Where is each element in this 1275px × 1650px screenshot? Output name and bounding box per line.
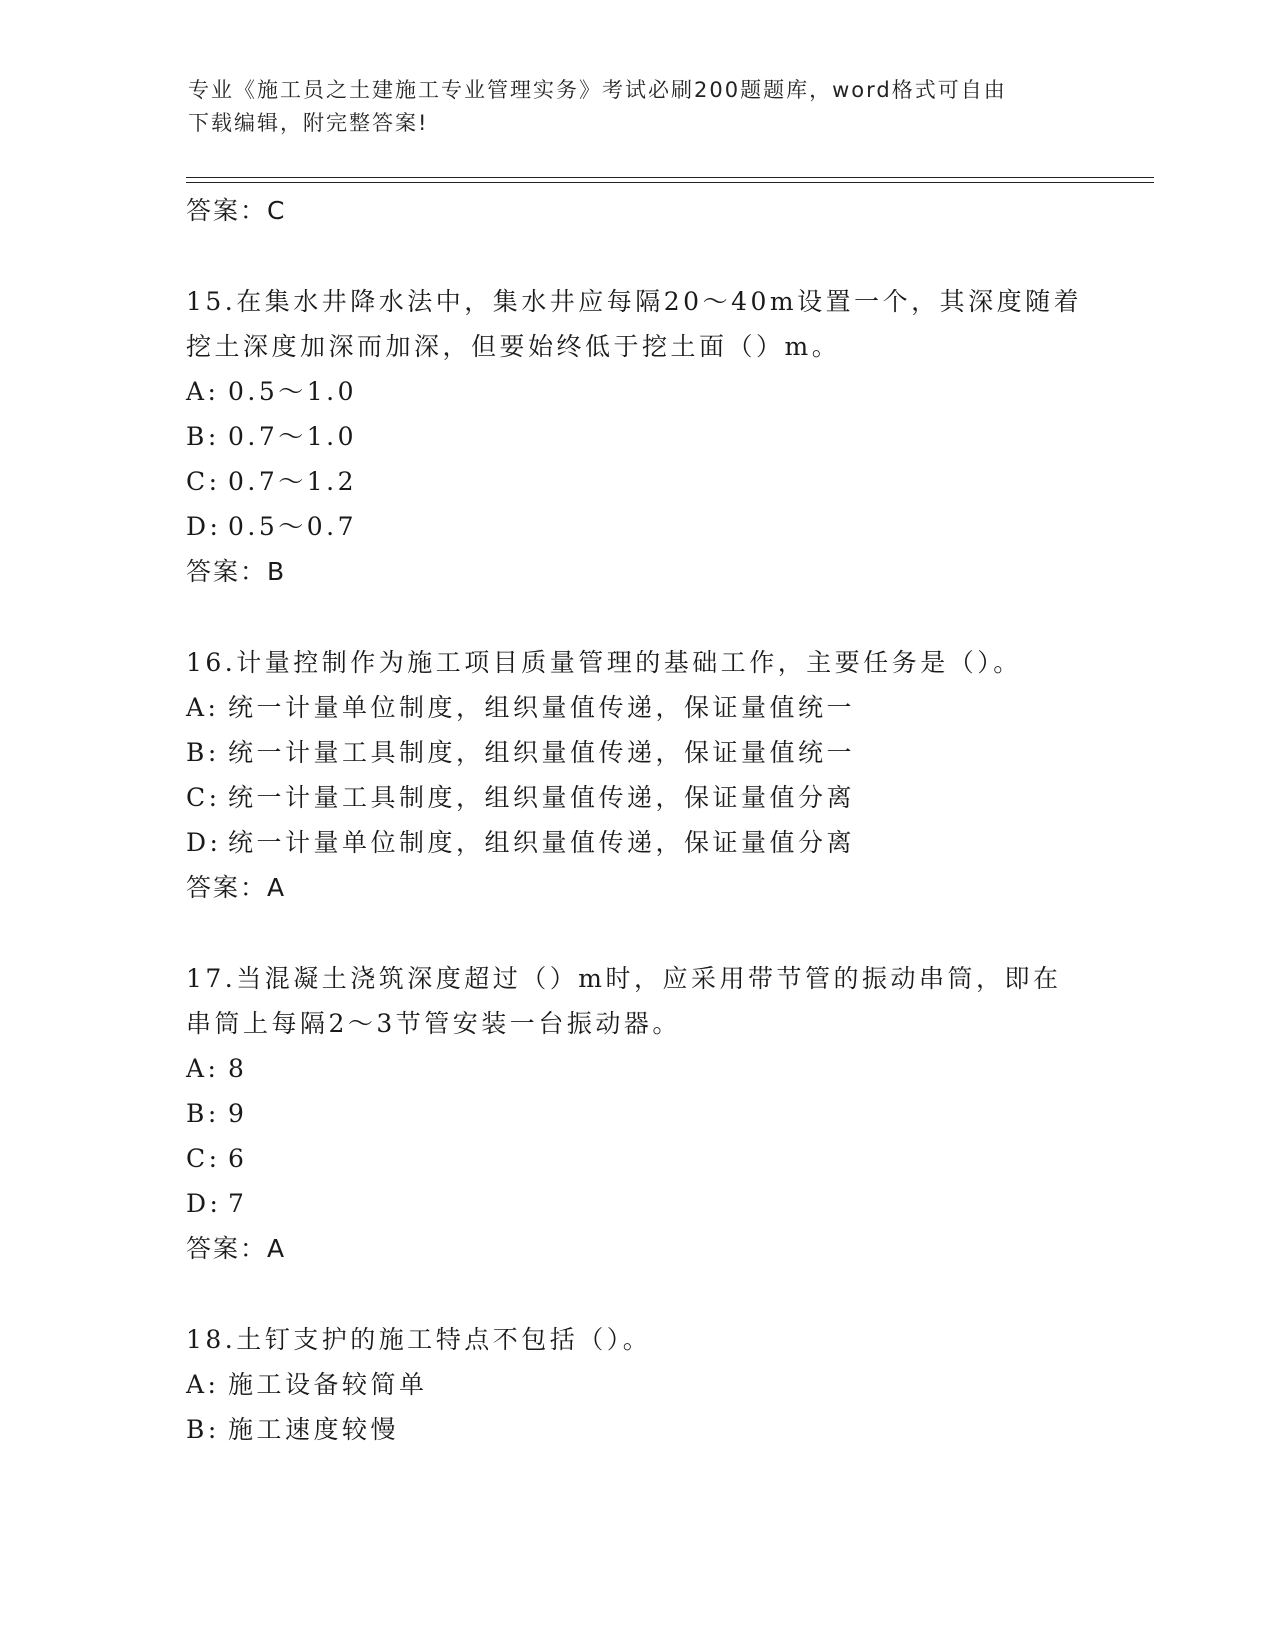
option-c — [186, 1136, 1106, 1181]
option-a — [186, 1362, 1106, 1407]
header-line-1: 专业《施工员之土建施工专业管理实务》考试必刷200题题库，word格式可自由 — [188, 78, 1007, 102]
option-text: 统一计量单位制度，组织量值传递，保证量值统一 — [228, 693, 856, 722]
option-c — [186, 459, 1106, 504]
option-letter: A: — [186, 1054, 220, 1083]
document-header — [188, 74, 1088, 140]
option-a — [186, 1046, 1106, 1091]
option-letter: B: — [186, 1415, 220, 1444]
option-letter: B: — [186, 738, 220, 767]
question-text: 18.土钉支护的施工特点不包括（）。 — [186, 1325, 652, 1354]
question-block — [186, 956, 1106, 1271]
option-letter: A: — [186, 377, 220, 406]
option-text: 统一计量工具制度，组织量值传递，保证量值统一 — [228, 738, 856, 767]
spacer — [186, 594, 1106, 640]
answer-line: 答案：B — [186, 557, 287, 586]
header-line-2: 下载编辑，附完整答案! — [188, 111, 429, 135]
option-b — [186, 1407, 1106, 1452]
option-text: 0.7～1.2 — [228, 467, 358, 496]
option-text: 统一计量单位制度，组织量值传递，保证量值分离 — [228, 828, 856, 857]
option-text: 8 — [228, 1054, 248, 1083]
option-letter: A: — [186, 693, 220, 722]
answer-line: 答案：A — [186, 1234, 287, 1263]
header-divider-top — [186, 177, 1154, 178]
question-block — [186, 1317, 1106, 1452]
option-letter: A: — [186, 1370, 220, 1399]
option-text: 9 — [228, 1099, 248, 1128]
option-text: 6 — [228, 1144, 248, 1173]
header-divider-bottom — [186, 182, 1154, 183]
answer-line: 答案：A — [186, 873, 287, 902]
option-text: 0.5～0.7 — [228, 512, 358, 541]
option-letter: D: — [186, 828, 222, 857]
option-b — [186, 1091, 1106, 1136]
option-letter: D: — [186, 1189, 222, 1218]
option-text: 施工设备较简单 — [228, 1370, 428, 1399]
question-block — [186, 279, 1106, 594]
option-letter: C: — [186, 1144, 221, 1173]
option-letter: C: — [186, 783, 221, 812]
option-text: 0.7～1.0 — [228, 422, 358, 451]
option-a — [186, 369, 1106, 414]
option-letter: B: — [186, 422, 220, 451]
spacer — [186, 1271, 1106, 1317]
option-a — [186, 685, 1106, 730]
option-b — [186, 414, 1106, 459]
question-block — [186, 640, 1106, 910]
option-b — [186, 730, 1106, 775]
option-letter: B: — [186, 1099, 220, 1128]
answer-line: 答案：C — [186, 196, 287, 225]
spacer — [186, 233, 1106, 279]
option-d — [186, 1181, 1106, 1226]
question-text: 17.当混凝土浇筑深度超过（）m时，应采用带节管的振动串筒，即在 — [186, 964, 1062, 993]
option-letter: D: — [186, 512, 222, 541]
option-letter: C: — [186, 467, 221, 496]
question-text: 串筒上每隔2～3节管安装一台振动器。 — [186, 1009, 681, 1038]
option-c — [186, 775, 1106, 820]
spacer — [186, 910, 1106, 956]
option-d — [186, 504, 1106, 549]
option-text: 7 — [228, 1189, 248, 1218]
option-text: 施工速度较慢 — [228, 1415, 400, 1444]
option-text: 统一计量工具制度，组织量值传递，保证量值分离 — [228, 783, 856, 812]
option-d — [186, 820, 1106, 865]
question-text: 16.计量控制作为施工项目质量管理的基础工作，主要任务是（）。 — [186, 648, 1022, 677]
question-text: 15.在集水井降水法中，集水井应每隔20～40m设置一个，其深度随着 — [186, 287, 1083, 316]
question-text: 挖土深度加深而加深，但要始终低于挖土面（）m。 — [186, 332, 841, 361]
option-text: 0.5～1.0 — [228, 377, 358, 406]
question-list — [186, 188, 1106, 1452]
